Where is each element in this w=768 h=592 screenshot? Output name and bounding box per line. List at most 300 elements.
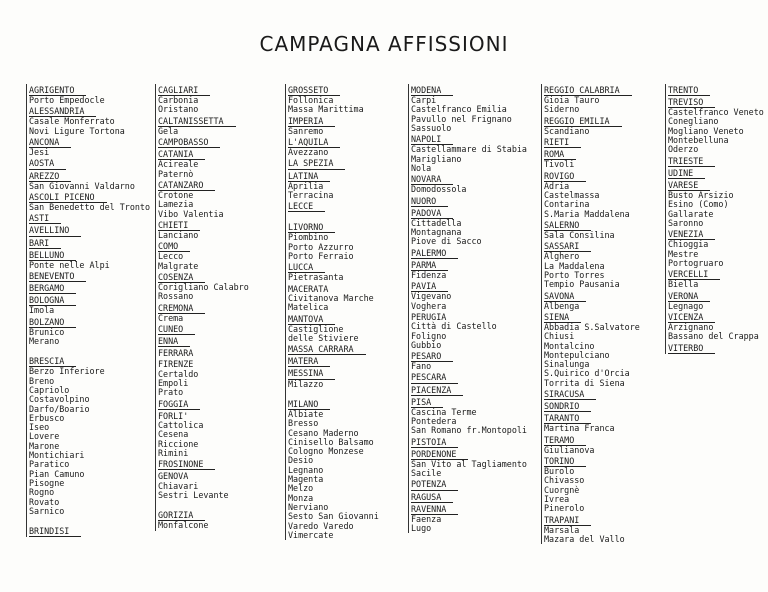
city-name: Albenga [544,300,580,311]
province-name: BENEVENTO [29,272,86,282]
province-name: PADOVA [411,209,453,219]
province-name: CHIETI [158,221,200,231]
city-name: Piove di Sacco [411,236,482,247]
city-name: Brunico [29,326,65,337]
city-name: Mogliano Veneto [668,125,744,136]
province-name: REGGIO EMILIA [544,117,622,127]
city-name: Esino (Como) [668,199,729,210]
province-name: SONDRIO [544,402,591,412]
province-entry [288,200,379,212]
city-name: Gela [158,125,179,136]
province-entry [411,384,527,396]
city-name: Nola [411,162,432,173]
province-name: FORLI' [158,410,189,421]
province-name: LATINA [288,172,330,182]
province-name: ENNA [158,337,190,347]
province-entry [411,503,527,515]
province-name: CREMONA [158,304,205,314]
province-entry [544,400,640,412]
province-name: FIRENZE [158,359,194,370]
city-name: Gallarate [668,208,714,219]
province-name: PISTOIA [411,438,458,448]
province-entry [29,249,150,261]
province-entry [411,396,527,408]
province-name: RAGUSA [411,493,453,503]
province-name: VICENZA [668,313,715,323]
city-name: Sinalunga [544,359,590,370]
city-name: Castelmassa [544,189,600,200]
city-name: Ivrea [544,494,570,505]
province-name: CATANIA [158,150,205,160]
province-entry [288,115,379,127]
province-name: MANTOVA [288,315,335,325]
city-name: Castellammare di Stabia [411,144,527,155]
city-name: Contarina [544,199,590,210]
spacer [288,389,379,398]
city-name: Pinerolo [544,503,585,514]
city-name: Chiavari [158,480,199,491]
province-name: BOLZANO [29,318,76,328]
city-name: Pontedera [411,416,457,427]
city-name: Breno [29,375,55,386]
province-entry [544,434,640,446]
province-name: BARI [29,239,61,249]
province-name: PESCARA [411,373,458,383]
city-name: Domodossola [411,184,467,195]
city-name: Vimercate [288,529,334,540]
city-name: Rovato [29,496,60,507]
city-name: Merano [29,335,60,346]
province-entry [29,170,150,182]
city-name: Sanremo [288,125,324,136]
city-name: Giulianova [544,444,595,455]
city-name: Milazzo [288,378,324,389]
city-name: Castelfranco Veneto [668,107,764,118]
province-name: TRIESTE [668,157,715,167]
province-name: AVELLINO [29,226,81,236]
province-name: BRESCIA [29,357,76,367]
province-name: LIVORNO [288,223,335,233]
province-name: ASCOLI PICENO [29,193,107,203]
province-name: CUNEO [158,325,195,335]
city-name: Montagnana [411,227,462,238]
city-name: Castiglione [288,323,344,334]
city-name: Lovere [29,431,60,442]
province-name: LUCCA [288,263,325,273]
city-name: Cuorgnè [544,484,580,495]
city-name: Foligno [411,330,447,341]
spacer [29,516,150,525]
city-name: Cattolica [158,420,204,431]
province-name: MATERA [288,357,330,367]
province-entry [158,458,249,470]
city-name: Cesano Maderno [288,427,359,438]
province-name: TARANTO [544,414,591,424]
province-name: PAVIA [411,282,448,292]
province-name: POTENZA [411,480,458,490]
city-name: Voghera [411,300,447,311]
page-title: CAMPAGNA AFFISSIONI [259,32,509,56]
city-name: Sala Consilina [544,229,615,240]
city-name: Ponte nelle Alpi [29,259,110,270]
city-name: Gioia Tauro [544,95,600,106]
province-entry [29,157,150,169]
city-name: Oristano [158,104,199,115]
city-name: Faenza [411,513,442,524]
city-name: Sestri Levante [158,489,229,500]
spacer [288,212,379,221]
city-name: Porto Torres [544,269,605,280]
province-name: VERCELLI [668,270,720,280]
province-entry [288,355,379,367]
province-name: NUORO [411,197,448,207]
city-name: Carbonia [158,95,199,106]
province-name: VENEZIA [668,230,715,240]
city-name: Lecco [158,251,184,262]
column-6 [665,84,764,354]
city-name: Abbadia S.Salvatore [544,322,640,332]
city-name: Rogno [29,487,55,498]
city-name: Cittadella [411,217,462,228]
city-name: Melzo [288,483,314,494]
city-name: Rimini [158,447,189,458]
city-name: Monza [288,492,314,503]
province-name: SIRACUSA [544,390,596,400]
province-name: PISA [411,398,443,408]
province-entry [29,237,150,249]
province-entry [288,170,379,182]
city-name: Empoli [158,378,189,389]
city-name: S.Maria Maddalena [544,208,630,219]
province-name: IMPERIA [288,117,335,127]
city-name: Busto Arsizio [668,189,734,200]
city-name: Casale Monferrato [29,116,115,127]
city-name: Legnano [288,464,324,475]
city-name: Malgrate [158,260,199,271]
city-name: Lugo [411,523,432,534]
city-name: Castelfranco Emilia [411,104,507,115]
province-entry [158,302,249,314]
city-name: Bresso [288,418,319,429]
city-name: Mazara del Vallo [544,534,625,545]
city-name: Lamezia [158,199,194,210]
city-name: La Maddalena [544,260,605,271]
province-name: RAVENNA [411,505,458,515]
city-name: Tivoli [544,159,575,170]
province-name: COMO [158,242,190,252]
city-name: Montichiari [29,450,85,461]
column-3 [285,84,379,540]
province-entry [544,514,640,526]
city-name: Montalcino [544,340,595,351]
city-name: Porto Empedocle [29,95,105,106]
province-entry [158,136,249,148]
province-entry [544,290,640,302]
city-name: Crotone [158,189,194,200]
city-name: Saronno [668,217,704,228]
city-name: Massa Marittima [288,104,364,115]
province-name: BELLUNO [29,251,76,261]
province-name: PESARO [411,352,453,362]
city-name: Pavullo nel Frignano [411,113,512,124]
province-entry [668,342,764,354]
province-entry [544,388,640,400]
province-name: SALERNO [544,221,591,231]
city-name: Albiate [288,408,324,419]
city-name: Nerviano [288,501,329,512]
province-name: MESSINA [288,369,335,379]
city-name: Marone [29,440,60,451]
province-name: CATANZARO [158,181,215,191]
province-name: ALESSANDRIA [29,107,96,117]
column-5 [541,84,640,544]
city-name: Terracina [288,189,334,200]
city-name: Vibo Valentia [158,208,224,219]
province-name: CALTANISSETTA [158,117,236,127]
city-name: Tempio Pausania [544,279,620,290]
province-entry [668,290,764,302]
city-name: Gubbio [411,339,442,350]
province-name: MACERATA [288,283,329,294]
province-entry [29,224,150,236]
spacer [29,346,150,355]
city-name: Paternò [158,168,194,179]
city-name: Prato [158,387,184,398]
city-name: Fano [411,361,432,372]
province-entry [411,195,527,207]
province-entry [411,491,527,503]
province-name: PALERMO [411,249,458,259]
province-name: PORDENONE [411,450,468,460]
city-name: S.Quirico d'Orcia [544,368,630,379]
province-name: COSENZA [158,273,205,283]
city-name: Riccione [158,438,199,449]
city-name: Scandiano [544,125,590,136]
province-name: RIETI [544,138,581,148]
column-4 [408,84,527,533]
province-name: BERGAMO [29,284,76,294]
city-name: Siderno [544,104,580,115]
province-name: PARMA [411,261,448,271]
province-name: VERONA [668,292,710,302]
city-name: Cascina Terme [411,406,477,417]
city-name: Civitanova Marche [288,293,374,304]
province-entry [29,282,150,294]
city-name: Carpi [411,95,437,106]
city-name: Capriolo [29,384,70,395]
province-name: CAMPOBASSO [158,138,220,148]
city-name: Portogruaro [668,257,724,268]
province-name: VITERBO [668,344,715,354]
province-name: TERAMO [544,436,586,446]
city-name: Sassuolo [411,122,452,133]
city-name: Montebelluna [668,135,729,146]
city-name: Certaldo [158,368,199,379]
province-entry [288,343,379,355]
province-name: TORINO [544,457,586,467]
province-entry [29,316,150,328]
city-name: Adria [544,180,570,191]
province-entry [29,525,150,537]
city-name: Conegliano [668,116,719,127]
city-name: Biella [668,279,699,290]
province-name: AOSTA [29,159,66,169]
province-entry [288,313,379,325]
city-name: Chioggia [668,239,709,250]
province-entry [544,115,640,127]
city-name: Chivasso [544,475,585,486]
city-name: Cesena [158,429,189,440]
province-name: GORIZIA [158,511,205,521]
city-name: Montepulciano [544,349,610,360]
city-name: Corigliano Calabro [158,282,249,293]
province-name: ASTI [29,214,61,224]
city-name: Crema [158,312,184,323]
city-name: Mestre [668,248,699,259]
province-entry [668,84,764,96]
province-name: GENOVA [158,471,189,482]
city-name: Sarnico [29,505,65,516]
province-name: NOVARA [411,175,453,185]
province-entry [158,323,249,335]
city-name: Fidenza [411,269,447,280]
province-entry [411,371,527,383]
city-name: Porto Ferraio [288,251,354,262]
city-name: Erbusco [29,412,65,423]
city-name: Varedo Varedo [288,520,354,531]
city-name: Sesto San Giovanni [288,511,379,522]
province-name: BOLOGNA [29,296,76,306]
city-name: Città di Castello [411,321,497,332]
city-name: Follonica [288,95,334,106]
city-name: Marsala [544,524,580,535]
province-name: LECCE [288,202,325,212]
city-name: Matelica [288,302,329,313]
province-entry [158,335,249,347]
city-name: Pietrasanta [288,272,344,283]
province-name: MODENA [411,86,453,96]
city-name: Vigevano [411,291,452,302]
city-name: Avezzano [288,147,329,158]
province-name: NAPOLI [411,135,453,145]
city-name: Bassano del Crappa [668,331,759,342]
province-name: TREVISO [668,98,715,108]
province-entry [411,478,527,490]
province-name: MASSA CARRARA [288,345,366,355]
province-name: SIENA [544,313,581,323]
spacer [158,500,249,509]
province-name: UDINE [668,169,705,179]
city-name: Marigliano [411,153,462,164]
city-name: Sacile [411,468,442,479]
province-name: ROVIGO [544,172,586,182]
city-name: Berzo Inferiore [29,366,105,377]
province-entry [29,270,150,282]
province-entry [288,157,379,169]
province-name: REGGIO CALABRIA [544,86,632,96]
province-entry [158,470,249,481]
city-name: Rossano [158,291,194,302]
province-name: AREZZO [29,172,71,182]
province-entry [544,136,640,148]
province-name: PIACENZA [411,386,463,396]
city-name: Jesi [29,147,50,158]
province-name: PERUGIA [411,311,447,322]
province-name: FERRARA [158,348,194,359]
province-name: AGRIGENTO [29,86,86,96]
province-name: SASSARI [544,242,591,252]
city-name: Paratico [29,459,70,470]
city-name: Piombino [288,232,329,243]
city-name: Oderzo [668,144,699,155]
province-entry [411,247,527,259]
city-name: Martina Franca [544,423,615,434]
city-name: Legnago [668,300,704,311]
province-name: CAGLIARI [158,86,210,96]
province-entry [668,155,764,167]
city-name: San Vito al Tagliamento [411,458,527,469]
province-entry [158,398,249,410]
province-name: LA SPEZIA [288,159,345,169]
city-name: Iseo [29,422,50,433]
province-name: GROSSETO [288,86,340,96]
city-name: Desio [288,455,314,466]
province-entry [158,347,249,358]
province-name: FROSINONE [158,460,215,470]
province-entry [288,367,379,379]
city-name: Darfo/Boario [29,403,90,414]
province-name: BRINDISI [29,527,81,537]
city-name: Monfalcone [158,520,209,531]
city-name: Alghero [544,251,580,262]
city-name: Pian Camuno [29,468,85,479]
city-name: Novi Ligure Tortona [29,125,125,136]
province-name: MILANO [288,400,330,410]
column-1 [26,84,150,537]
city-name: Chiusi [544,331,575,342]
province-name: TRENTO [668,86,710,96]
province-name: TRAPANI [544,516,591,526]
city-name: San Benedetto del Tronto [29,202,151,213]
column-2 [155,84,249,531]
province-name: SAVONA [544,292,586,302]
city-name: Lanciano [158,229,199,240]
province-entry [668,167,764,179]
city-name: Torrita di Siena [544,377,625,388]
city-name: delle Stiviere [288,333,359,343]
province-entry [544,170,640,182]
city-name: San Giovanni Valdarno [29,180,135,191]
province-entry [411,436,527,448]
city-name: Cinisello Balsamo [288,436,374,447]
city-name: Aprilia [288,180,324,191]
province-name: ROMA [544,150,576,160]
city-name: Porto Azzurro [288,241,354,252]
province-name: ANCONA [29,138,71,148]
city-name: San Romano fr.Montopoli [411,425,527,436]
city-name: Pisogne [29,477,65,488]
city-name: Arzignano [668,322,714,332]
province-name: VARESE [668,181,710,191]
province-entry [29,212,150,224]
city-name: Burolo [544,466,575,477]
province-name: FOGGIA [158,400,200,410]
province-name: L'AQUILA [288,138,340,148]
city-name: Acireale [158,159,199,170]
city-name: Imola [29,305,55,316]
city-name: Cologno Monzese [288,446,364,457]
city-name: Magenta [288,474,324,485]
